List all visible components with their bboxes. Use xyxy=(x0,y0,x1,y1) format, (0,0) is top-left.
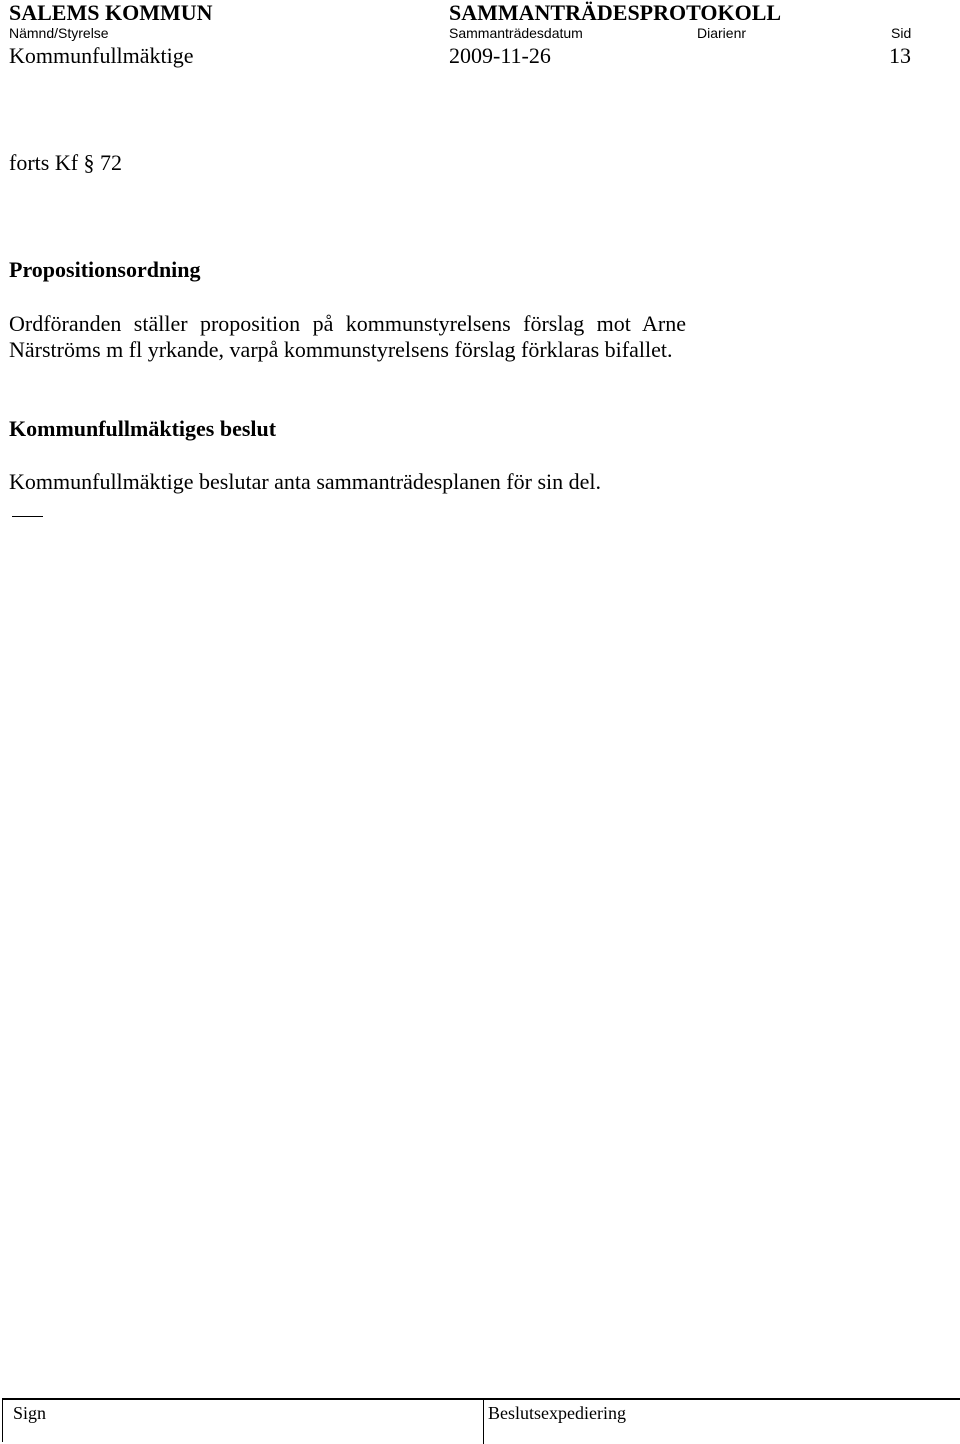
organization-name: SALEMS KOMMUN xyxy=(9,0,213,25)
section-heading: Propositionsordning xyxy=(9,257,201,282)
footer-divider xyxy=(483,1400,484,1444)
page-number: 13 xyxy=(889,43,911,68)
end-of-section-rule xyxy=(12,516,43,517)
board-value: Kommunfullmäktige xyxy=(9,43,194,68)
section-paragraph: Ordföranden ställer proposition på kommunstyrelsens förslag mot Arne Närströms m fl yrkande, varpå kommunstyrelsens förslag förklaras bifallet. xyxy=(9,311,686,362)
footer-box xyxy=(2,1398,960,1442)
meeting-date-label: Sammanträdesdatum xyxy=(449,25,583,41)
page-label: Sid xyxy=(891,25,912,41)
meeting-date-value: 2009-11-26 xyxy=(449,43,551,68)
registry-number-label: Diarienr xyxy=(697,25,747,41)
decision-heading: Kommunfullmäktiges beslut xyxy=(9,416,277,441)
dispatch-field-label: Beslutsexpediering xyxy=(488,1403,626,1423)
document-type: SAMMANTRÄDESPROTOKOLL xyxy=(449,0,782,25)
decision-paragraph: Kommunfullmäktige beslutar anta sammanträdesplanen för sin del. xyxy=(9,469,602,494)
board-label: Nämnd/Styrelse xyxy=(9,25,109,41)
continuation-reference: forts Kf § 72 xyxy=(9,150,123,175)
sign-field-label: Sign xyxy=(13,1403,47,1423)
